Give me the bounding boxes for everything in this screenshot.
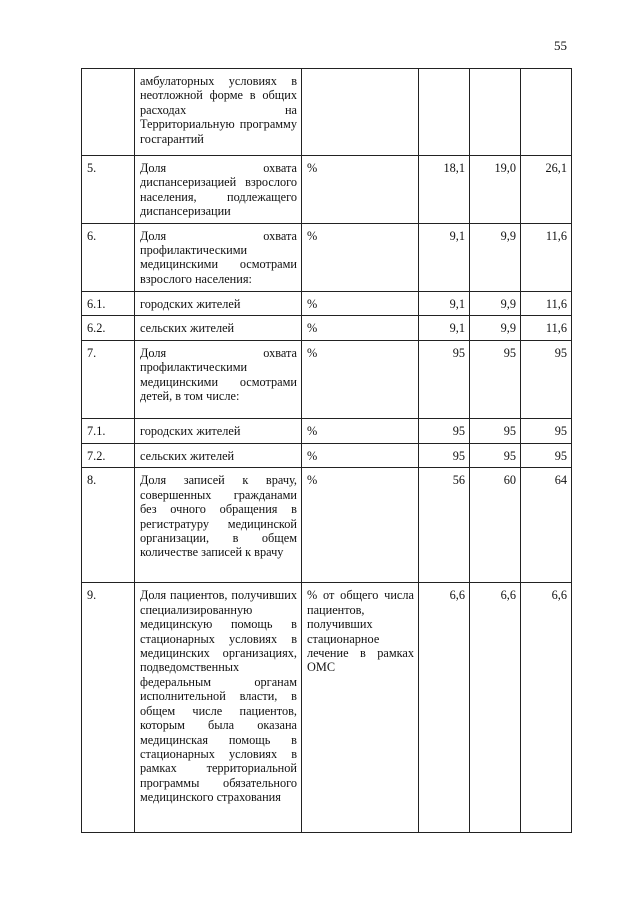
table-row bbox=[82, 444, 572, 468]
value-year-1-cell: 9,1 bbox=[419, 316, 470, 341]
row-number-cell: 6. bbox=[82, 223, 135, 291]
value-year-1-cell: 9,1 bbox=[419, 291, 470, 315]
value-year-3-cell: 11,6 bbox=[521, 316, 572, 341]
table-row bbox=[82, 583, 572, 833]
table-row bbox=[82, 468, 572, 583]
indicator-name-cell: городских жителей bbox=[135, 419, 302, 444]
value-year-1-cell bbox=[419, 69, 470, 156]
unit-of-measure-cell: % bbox=[302, 223, 419, 291]
value-year-2-cell: 95 bbox=[470, 341, 521, 419]
indicator-name-cell: Доля охвата диспансеризацией взрослого населения, подлежащего диспансеризации bbox=[135, 156, 302, 224]
indicator-name-cell: амбулаторных условиях в неотложной форме в общих расходах на Территориальную программу госгарантий bbox=[135, 69, 302, 156]
value-year-2-cell: 9,9 bbox=[470, 291, 521, 315]
indicator-name-cell: Доля пациентов, получивших специализированную медицинскую помощь в стационарных условиях в медицинских организациях, подведомственных федеральным органам исполнительной власти, в общем числе пациентов, которым была оказана медицинская помощь в стационарных условиях в рамках территориальной программы обязательного медицинского страхования bbox=[135, 583, 302, 833]
value-year-1-cell: 6,6 bbox=[419, 583, 470, 833]
indicator-name-cell: городских жителей bbox=[135, 291, 302, 315]
value-year-2-cell: 6,6 bbox=[470, 583, 521, 833]
row-number-cell bbox=[82, 69, 135, 156]
unit-of-measure-cell: % bbox=[302, 156, 419, 224]
row-number-cell: 7.1. bbox=[82, 419, 135, 444]
value-year-3-cell: 64 bbox=[521, 468, 572, 583]
value-year-2-cell: 9,9 bbox=[470, 223, 521, 291]
unit-of-measure-cell: % от общего числа пациентов, получивших стационарное лечение в рамках ОМС bbox=[302, 583, 419, 833]
table-row bbox=[82, 419, 572, 444]
unit-of-measure-cell: % bbox=[302, 316, 419, 341]
value-year-2-cell: 95 bbox=[470, 419, 521, 444]
indicators-table-body bbox=[82, 69, 572, 833]
value-year-3-cell: 11,6 bbox=[521, 291, 572, 315]
indicator-name-cell: Доля охвата профилактическими медицинскими осмотрами взрослого населения: bbox=[135, 223, 302, 291]
row-number-cell: 8. bbox=[82, 468, 135, 583]
table-row bbox=[82, 223, 572, 291]
value-year-1-cell: 95 bbox=[419, 341, 470, 419]
row-number-cell: 6.1. bbox=[82, 291, 135, 315]
value-year-3-cell bbox=[521, 69, 572, 156]
unit-of-measure-cell bbox=[302, 69, 419, 156]
value-year-3-cell: 95 bbox=[521, 444, 572, 468]
row-number-cell: 6.2. bbox=[82, 316, 135, 341]
value-year-2-cell: 60 bbox=[470, 468, 521, 583]
value-year-2-cell: 19,0 bbox=[470, 156, 521, 224]
indicator-name-cell: сельских жителей bbox=[135, 444, 302, 468]
value-year-3-cell: 95 bbox=[521, 341, 572, 419]
page-number: 55 bbox=[554, 38, 567, 53]
indicator-name-cell: Доля охвата профилактическими медицинскими осмотрами детей, в том числе: bbox=[135, 341, 302, 419]
row-number-cell: 7.2. bbox=[82, 444, 135, 468]
value-year-1-cell: 18,1 bbox=[419, 156, 470, 224]
value-year-3-cell: 95 bbox=[521, 419, 572, 444]
unit-of-measure-cell: % bbox=[302, 419, 419, 444]
unit-of-measure-cell: % bbox=[302, 444, 419, 468]
unit-of-measure-cell: % bbox=[302, 468, 419, 583]
value-year-2-cell: 95 bbox=[470, 444, 521, 468]
table-row bbox=[82, 156, 572, 224]
value-year-1-cell: 95 bbox=[419, 419, 470, 444]
indicator-name-cell: Доля записей к врачу, совершенных гражданами без очного обращения в регистратуру медицинской организации, в общем количестве записей к врачу bbox=[135, 468, 302, 583]
value-year-2-cell: 9,9 bbox=[470, 316, 521, 341]
table-row bbox=[82, 69, 572, 156]
row-number-cell: 5. bbox=[82, 156, 135, 224]
row-number-cell: 9. bbox=[82, 583, 135, 833]
value-year-3-cell: 6,6 bbox=[521, 583, 572, 833]
table-row bbox=[82, 316, 572, 341]
table-row bbox=[82, 291, 572, 315]
value-year-1-cell: 9,1 bbox=[419, 223, 470, 291]
value-year-3-cell: 26,1 bbox=[521, 156, 572, 224]
table-row bbox=[82, 341, 572, 419]
unit-of-measure-cell: % bbox=[302, 341, 419, 419]
unit-of-measure-cell: % bbox=[302, 291, 419, 315]
value-year-2-cell bbox=[470, 69, 521, 156]
indicators-table bbox=[81, 68, 572, 833]
indicator-name-cell: сельских жителей bbox=[135, 316, 302, 341]
row-number-cell: 7. bbox=[82, 341, 135, 419]
value-year-1-cell: 56 bbox=[419, 468, 470, 583]
value-year-3-cell: 11,6 bbox=[521, 223, 572, 291]
value-year-1-cell: 95 bbox=[419, 444, 470, 468]
